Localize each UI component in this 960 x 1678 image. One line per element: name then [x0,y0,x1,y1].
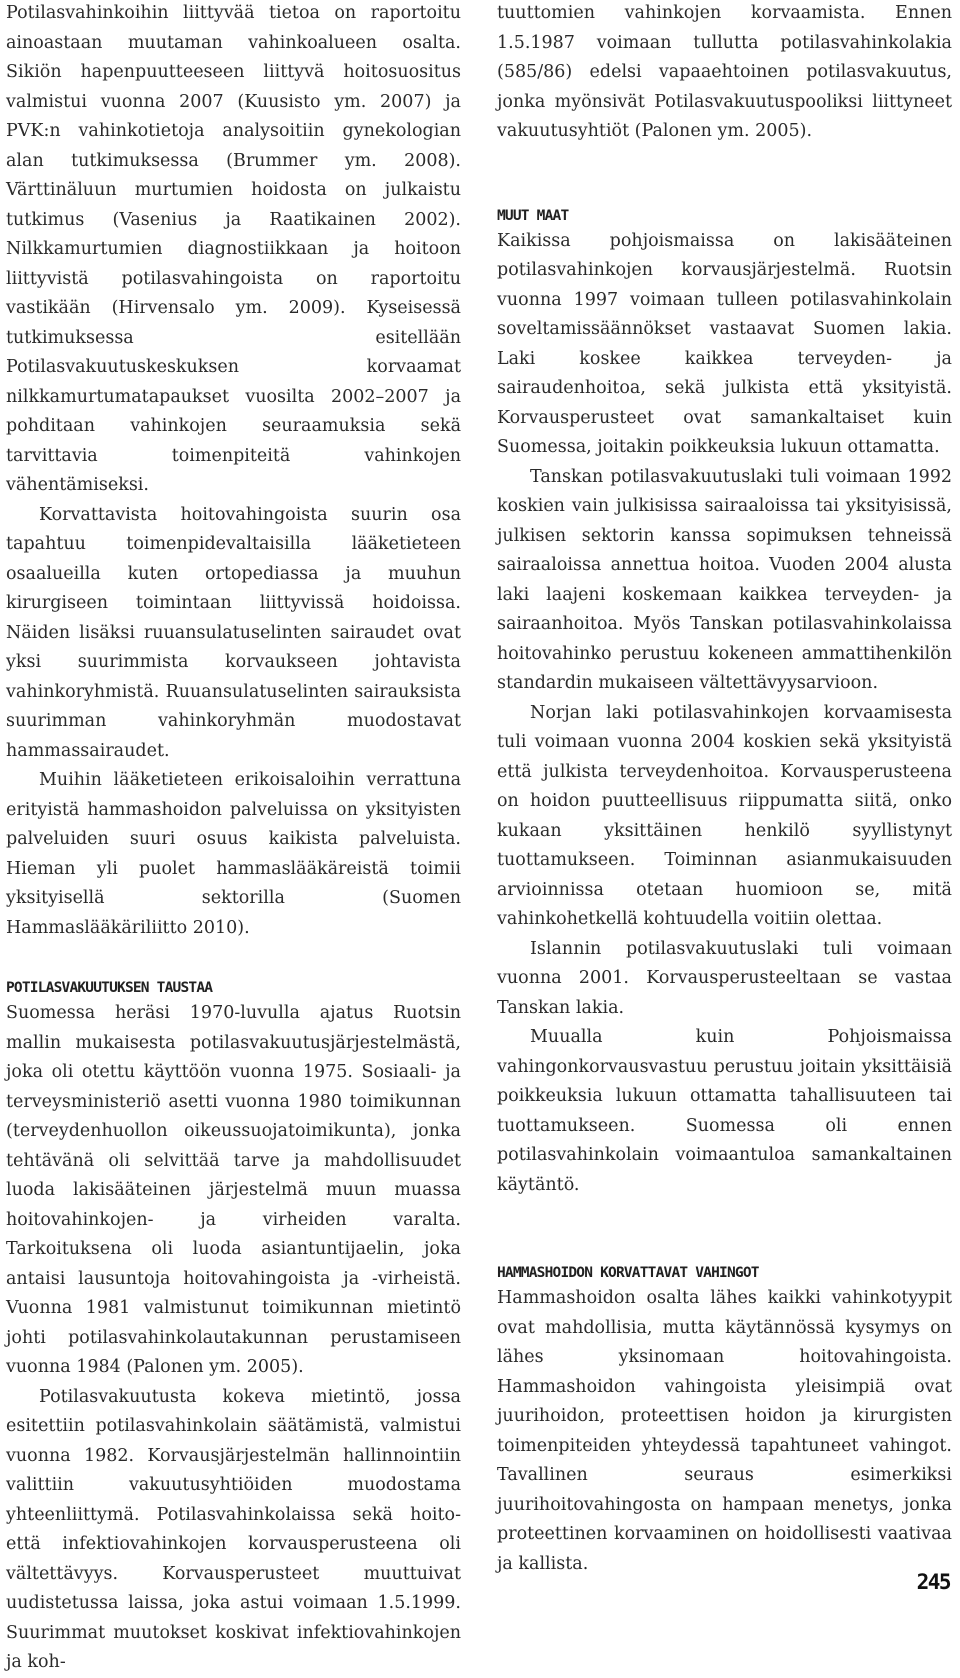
body-paragraph: Islannin potilasvakuutuslaki tuli voimaan vuonna 2001. Korvausperusteeltaan se vastaa Tanskan lakia. [497,938,952,1018]
body-paragraph: Hammashoidon osalta lähes kaikki vahinkotyypit ovat mahdollisia, mutta käytännössä kysymys on lähes yksinomaan hoitovahingoista. Hammashoidon vahingoista yleisimpiä ovat juurihoidon, proteettisen hoidon ja kirurgisten toimenpiteiden yhteydessä tapahtuneet vahingot. Tavallinen seuraus esimerkiksi juurihoitovahingosta on hampaan menetys, jonka proteettinen korvaaminen on hoidollisesti vaativaa ja kallista. [497,1288,952,1574]
body-paragraph: Muualla kuin Pohjoismaissa vahingonkorvausvastuu perustuu joitain yksittäisiä poikkeuksia lukuun ottamatta tahallisuuteen tai tuottamukseen. Suomessa oli ennen potilasvahinkolain voimaantuloa samankaltainen käytäntö. [497,1027,952,1195]
body-paragraph: Tanskan potilasvakuutuslaki tuli voimaan 1992 koskien vain julkisissa sairaaloissa tai yksityisissä, julkisen sektorin kanssa sopimuksen tehneissä sairaaloissa annettua hoitoa. Vuoden 2004 alusta laki laajeni koskemaan kaikkea terveyden- ja sairaanhoitoa. Myös Tanskan potilasvahinkolaissa hoitovahinko perustuu kokeneen ammattihenkilön standardin mukaiseen vältettävyysarvioon. [497,466,952,693]
right-column [497,0,952,1579]
body-paragraph: Kaikissa pohjoismaissa on lakisääteinen potilasvahinkojen korvausjärjestelmä. Ruotsin vuonna 1997 voimaan tulleen potilasvahinkolain soveltamissäännökset vastaavat Suomen lakia. Laki koskee kaikkea terveyden- ja sairaudenhoitoa, sekä julkista että yksityistä. Korvausperusteet ovat samankaltaiset kuin Suomessa, joitakin poikkeuksia lukuun ottamatta. [497,230,952,457]
body-paragraph: Korvattavista hoitovahingoista suurin osa tapahtuu toimenpidevaltaisilla lääketieteen osaalueilla kuten ortopediassa ja muuhun kirurgiseen toimintaan liittyvissä hoidoissa. Näiden lisäksi ruuansulatuselinten sairaudet ovat yksi suurimmista korvaukseen johtavista vahinkoryhmistä. Ruuansulatuselinten sairauksista suurimman vahinkoryhmän muodostavat hammassairaudet. [6,504,461,761]
page-number: 245 [916,1570,950,1594]
body-paragraph: Potilasvahinkoihin liittyvää tietoa on raportoitu ainoastaan muutaman vahinkoalueen osalta. Sikiön hapenpuutteeseen liittyvä hoitosuositus valmistui vuonna 2007 (Kuusisto ym. 2007) ja PVK:n vahinkotietoja analysoitiin gynekologian alan tutkimuksessa (Brummer ym. 2008). Värttinäluun murtumien hoidosta on julkaistu tutkimus (Vasenius ja Raatikainen 2002). Nilkkamurtumien diagnostiikkaan ja hoitoon liittyvistä potilasvahingoista on raportoitu vastikään (Hirvensalo ym. 2009). Kyseisessä tutkimuksessa esitellään Potilasvakuutuskeskuksen korvaamat nilkkamurtumatapaukset vuosilta 2002–2007 ja pohditaan vahinkojen seuraamuksia sekä tarvittavia toimenpiteitä vahinkojen vähentämiseksi. [6,3,461,495]
section-heading: MUUT MAAT [497,207,569,224]
section-heading: HAMMASHOIDON KORVATTAVAT VAHINGOT [497,1265,759,1281]
body-paragraph: Suomessa heräsi 1970-luvulla ajatus Ruotsin mallin mukaisesta potilasvakuutusjärjestelmästä, joka oli otettu käyttöön vuonna 1975. Sosiaali- ja terveysministeriö asetti vuonna 1980 toimikunnan (terveydenhuollon oikeussuojatoimikunta), jonka tehtävänä oli selvittää tarve ja mahdollisuudet luoda lakisääteinen järjestelmä muun muassa hoitovahinkojen- ja virheiden varalta. Tarkoituksena oli luoda asiantuntijaelin, joka antaisi lausuntoja hoitovahingoista ja -virheistä. Vuonna 1981 valmistunut toimikunnan mietintö johti potilasvahinkolautakunnan perustamiseen vuonna 1984 (Palonen ym. 2005). [6,1003,461,1377]
left-column [6,0,461,1678]
body-paragraph: Muihin lääketieteen erikoisaloihin verrattuna erityistä hammashoidon palveluissa on yksityisten palveluiden suuri osuus kaikista palveluista. Hieman yli puolet hammaslääkäreistä toimii yksityisellä sektorilla (Suomen Hammaslääkäriliitto 2010). [6,770,461,938]
body-paragraph: tuuttomien vahinkojen korvaamista. Ennen 1.5.1987 voimaan tullutta potilasvahinkolakia (585/86) edelsi vapaaehtoinen potilasvakuutus, jonka myönsivät Potilasvakuutuspooliksi liittyneet vakuutusyhtiöt (Palonen ym. 2005). [497,3,952,141]
body-paragraph: Potilasvakuutusta kokeva mietintö, jossa esitettiin potilasvahinkolain säätämistä, valmistui vuonna 1982. Korvausjärjestelmän hallinnointiin valittiin vakuutusyhtiöiden muodostama yhteenliittymä. Potilasvahinkolaissa sekä hoito- että infektiovahinkojen korvausperusteena oli vältettävyys. Korvausperusteet muuttuivat uudistetussa laissa, joka astui voimaan 1.5.1999. Suurimmat muutokset koskivat infektiovahinkojen ja koh- [6,1386,461,1672]
body-paragraph: Norjan laki potilasvahinkojen korvaamisesta tuli voimaan vuonna 2004 koskien sekä yksityistä että julkista terveydenhoitoa. Korvausperusteena on hoidon puutteellisuus riippumatta siitä, onko kukaan yksittäinen henkilö syyllistynyt tuottamukseen. Toiminnan asianmukaisuuden arvioinnissa otetaan huomioon se, mitä vahinkohetkellä kohtuudella voitiin olettaa. [497,702,952,929]
section-heading: POTILASVAKUUTUKSEN TAUSTAA [6,980,213,996]
